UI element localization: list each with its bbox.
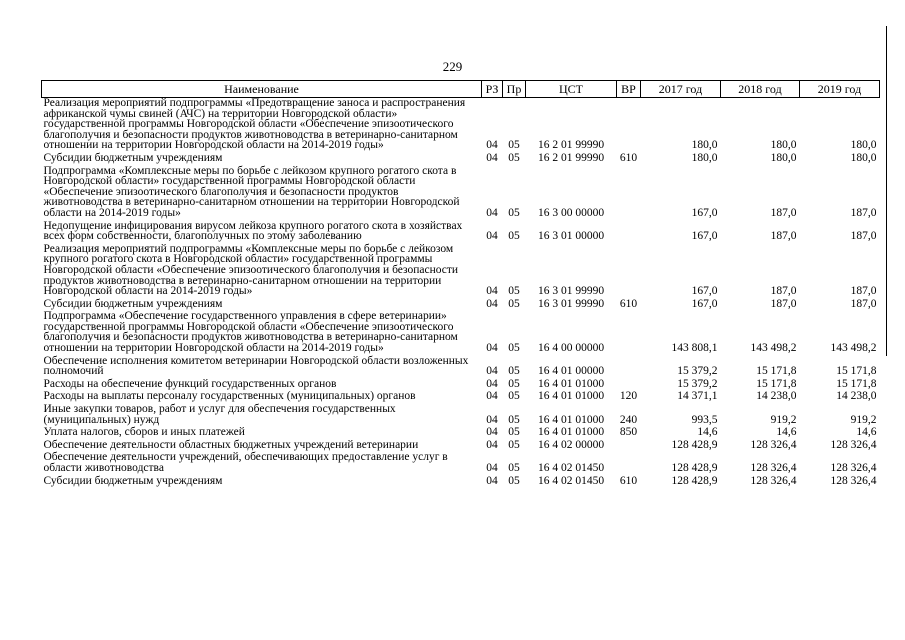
row-cst: 16 4 01 01000 [537,377,605,390]
row-vr [617,244,641,297]
row-name: Расходы на обеспечение функций государственных органов [43,377,337,390]
row-vr: 240 [619,413,638,426]
row-pr: 05 [508,426,520,439]
row-2018: 15 171,8 [756,365,797,378]
row-2017: 143 808,1 [671,342,718,355]
row-rz: 04 [486,230,498,243]
row-pr: 05 [508,474,520,487]
row-2019: 15 171,8 [836,365,877,378]
row-name: Обеспечение деятельности областных бюджетных учреждений ветеринарии [43,438,419,451]
row-2018: 187,0 [770,206,797,219]
row-2019: 187,0 [850,206,877,219]
row-vr [617,166,641,219]
row-2017: 128 428,9 [671,474,718,487]
row-vr: 610 [619,151,638,164]
row-vr [617,440,641,451]
table-row [42,440,880,451]
row-2017: 15 379,2 [677,365,718,378]
row-2018: 14 238,0 [756,390,797,403]
row-pr: 05 [508,462,520,474]
row-2019: 919,2 [850,413,877,426]
row-pr: 05 [508,285,520,298]
row-2019: 180,0 [850,139,877,152]
table-row [42,391,880,402]
row-cst: 16 3 01 99990 [537,297,605,310]
col-header-cst: ЦСТ [526,81,617,98]
row-2017: 180,0 [691,139,718,152]
row-cst: 16 4 00 00000 [537,342,605,355]
row-rz: 04 [486,285,498,298]
table-row [42,452,880,473]
row-2018: 187,0 [770,285,797,298]
row-cst: 16 4 02 01450 [537,474,605,487]
row-2018: 180,0 [770,139,797,152]
row-cst: 16 2 01 99990 [537,139,605,152]
row-rz: 04 [486,390,498,403]
row-name: Подпрограмма «Обеспечение государственного управления в сфере ветеринарии» государственной программы Новгородской области «Обеспечение эпизоотического благополучия и безопасности продуктов животноводства в ветеринарно-санитарном отношении на территории Новгородской области на 2014-2019 годы» [43,310,458,355]
row-vr: 610 [619,474,638,487]
row-name: Субсидии бюджетным учреждениям [43,151,223,164]
row-cst: 16 4 01 01000 [537,413,605,426]
table-header-row [42,81,880,98]
row-name: Иные закупки товаров, работ и услуг для обеспечения государственных (муниципальных) нужд [43,403,396,426]
row-name: Недопущение инфицирования вирусом лейкоза крупного рогатого скота в хозяйствах всех форм собственности, благополучных по этому заболеванию [43,219,463,243]
row-2017: 167,0 [691,285,718,298]
row-rz: 04 [486,377,498,390]
table-row [42,404,880,425]
col-header-pr: Пр [503,81,526,98]
row-2018: 187,0 [770,230,797,243]
row-2019: 128 326,4 [830,438,877,451]
row-rz: 04 [486,206,498,219]
table-row [42,379,880,390]
page-number: 229 [442,59,463,74]
row-2019: 187,0 [850,230,877,243]
table-row [42,299,880,310]
row-2018: 143 498,2 [750,342,797,355]
row-vr [617,356,641,377]
row-name: Расходы на выплаты персоналу государственных (муниципальных) органов [43,390,416,403]
row-2019: 15 171,8 [836,377,877,390]
row-2017: 167,0 [691,230,718,243]
row-pr: 05 [508,438,520,451]
row-2019: 128 326,4 [830,462,877,474]
margin-line [886,26,887,356]
row-name: Подпрограмма «Комплексные меры по борьбе с лейкозом крупного рогатого скота в Новгородской области» государственной программы Новгородской области «Обеспечение эпизоотического благополучия и безопасности продуктов животноводства в ветеринарно-санитарном отношении на территории Новгородской области на 2014-2019 годы» [43,164,460,219]
table-row [42,311,880,353]
row-name: Уплата налогов, сборов и иных платежей [43,426,245,439]
row-2018: 128 326,4 [750,474,797,487]
row-cst: 16 4 01 00000 [537,365,605,378]
row-pr: 05 [508,206,520,219]
row-cst: 16 3 01 00000 [537,230,605,243]
row-pr: 05 [508,297,520,310]
table-row [42,356,880,377]
row-pr: 05 [508,365,520,378]
row-rz: 04 [486,365,498,378]
col-header-2017: 2017 год [641,81,721,98]
row-2017: 180,0 [691,151,718,164]
col-header-2018: 2018 год [721,81,800,98]
row-2018: 14,6 [776,426,797,439]
table-row [42,221,880,242]
table-body [42,98,880,489]
row-name: Обеспечение исполнения комитетом ветеринарии Новгородской области возложенных полномочий [43,354,469,378]
row-2017: 128 428,9 [671,438,718,451]
row-cst: 16 4 01 01000 [537,390,605,403]
row-2019: 187,0 [850,297,877,310]
row-rz: 04 [486,474,498,487]
row-cst: 16 4 02 01450 [537,462,605,474]
row-rz: 04 [486,139,498,152]
row-vr [617,98,641,151]
row-name: Субсидии бюджетным учреждениям [43,297,223,310]
row-name: Субсидии бюджетным учреждениям [43,474,223,487]
row-2017: 128 428,9 [671,462,718,474]
row-pr: 05 [508,413,520,426]
row-vr: 610 [619,297,638,310]
row-vr: 120 [619,390,638,403]
table-row [42,427,880,438]
row-pr: 05 [508,151,520,164]
row-2018: 128 326,4 [750,438,797,451]
row-2017: 993,5 [691,413,718,426]
row-pr: 05 [508,390,520,403]
row-2017: 167,0 [691,297,718,310]
row-2018: 128 326,4 [750,462,797,474]
row-cst: 16 4 02 00000 [537,438,605,451]
row-2017: 15 379,2 [677,377,718,390]
row-2018: 180,0 [770,151,797,164]
table-row [42,244,880,297]
row-pr: 05 [508,230,520,243]
row-vr: 850 [619,426,638,439]
row-name: Обеспечение деятельности учреждений, обеспечивающих предоставление услуг в области животноводства [43,451,448,474]
table-row [42,166,880,219]
row-vr [617,311,641,353]
row-pr: 05 [508,342,520,355]
row-cst: 16 3 01 99990 [537,285,605,298]
row-vr [617,379,641,390]
row-cst: 16 2 01 99990 [537,151,605,164]
row-2019: 187,0 [850,285,877,298]
row-rz: 04 [486,151,498,164]
budget-table [41,80,880,488]
row-rz: 04 [486,342,498,355]
row-2017: 167,0 [691,206,718,219]
row-vr [617,221,641,242]
row-2019: 128 326,4 [830,474,877,487]
row-rz: 04 [486,413,498,426]
row-name: Реализация мероприятий подпрограммы «Предотвращение заноса и распространения африканской чумы свиней (АЧС) на территории Новгородской области» государственной программы Новгородской области «Обеспечение эпизоотического благополучия и безопасности продуктов животноводства в ветеринарно-санитарном отношении на территории Новгородской области на 2014-2019 годы» [43,97,466,152]
table-row [42,153,880,164]
row-2019: 14 238,0 [836,390,877,403]
row-2018: 15 171,8 [756,377,797,390]
row-2018: 187,0 [770,297,797,310]
row-cst: 16 3 00 00000 [537,206,605,219]
col-header-rz: РЗ [482,81,503,98]
row-rz: 04 [486,297,498,310]
row-2019: 143 498,2 [830,342,877,355]
row-name: Реализация мероприятий подпрограммы «Комплексные меры по борьбе с лейкозом крупного рогатого скота в Новгородской области» государственной программы Новгородской области «Обеспечение эпизоотического благополучия и безопасности продуктов животноводства в ветеринарно-санитарном отношении на территории Новгородской области на 2014-2019 годы» [43,242,459,298]
row-2019: 14,6 [856,426,877,439]
row-2017: 14 371,1 [677,390,718,403]
row-vr [617,452,641,473]
col-header-vr: ВР [617,81,641,98]
table-row [42,98,880,151]
row-rz: 04 [486,426,498,439]
col-header-2019: 2019 год [800,81,880,98]
table-row [42,476,880,487]
row-2019: 180,0 [850,151,877,164]
row-pr: 05 [508,139,520,152]
row-rz: 04 [486,462,498,474]
row-rz: 04 [486,438,498,451]
col-header-name: Наименование [42,81,482,98]
row-pr: 05 [508,377,520,390]
row-2017: 14,6 [697,426,718,439]
row-2018: 919,2 [770,413,797,426]
row-cst: 16 4 01 01000 [537,426,605,439]
